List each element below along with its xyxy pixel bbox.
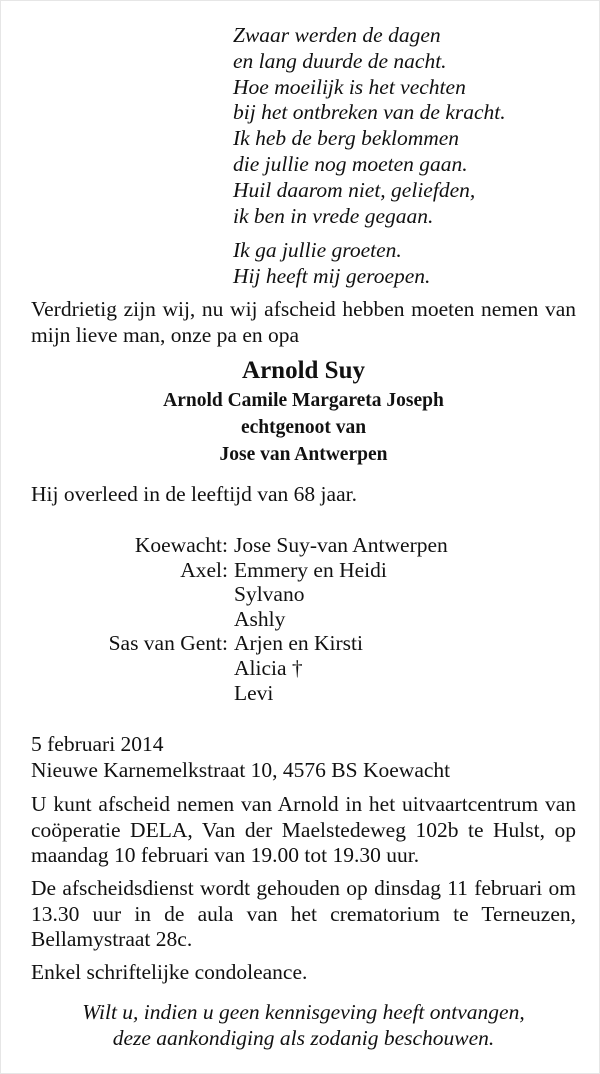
family-row	[31, 631, 576, 656]
family-row	[31, 656, 576, 681]
deceased-name: Arnold Suy	[242, 357, 365, 384]
family-place: Sas van Gent:	[108, 631, 228, 656]
family-place	[31, 607, 234, 632]
family-name: Alicia †	[234, 655, 303, 680]
poem-stanza-1	[233, 23, 573, 229]
deceased-full-name: Arnold Camile Margareta Joseph	[163, 390, 444, 411]
family-place: Axel:	[180, 557, 228, 582]
family-name: Arjen en Kirsti	[234, 631, 363, 656]
family-name: Jose Suy-van Antwerpen	[234, 533, 448, 557]
deceased-relation: echtgenoot van	[240, 417, 367, 438]
poem-line: bij het ontbreken van de kracht.	[233, 100, 506, 125]
intro-text: Verdrietig zijn wij, nu wij afscheid hebben moeten nemen van mijn lieve man, onze pa en opa	[31, 297, 576, 347]
age-line: Hij overleed in de leeftijd van 68 jaar.	[31, 482, 357, 506]
poem-line: en lang duurde de nacht.	[233, 48, 447, 73]
poem-line: Huil daarom niet, geliefden,	[233, 177, 476, 202]
condolence-text: Enkel schriftelijke condoleance.	[31, 960, 308, 984]
family-name: Levi	[234, 680, 274, 705]
family-place: Koewacht:	[134, 533, 228, 557]
family-place	[31, 681, 234, 706]
family-row	[31, 533, 576, 558]
family-list	[31, 533, 576, 705]
closing-note	[31, 999, 576, 1051]
family-place	[31, 656, 234, 681]
family-row	[31, 582, 576, 607]
family-place	[31, 582, 234, 607]
poem	[233, 23, 573, 299]
poem-line: ik ben in vrede gegaan.	[233, 203, 434, 228]
address-line: Nieuwe Karnemelkstraat 10, 4576 BS Koewacht	[31, 758, 451, 782]
poem-line: Hoe moeilijk is het vechten	[233, 74, 466, 99]
family-name: Emmery en Heidi	[234, 557, 387, 582]
family-row	[31, 607, 576, 632]
poem-line: Ik ga jullie groeten.	[233, 238, 402, 263]
poem-line: Zwaar werden de dagen	[233, 23, 441, 47]
family-row	[31, 681, 576, 706]
family-name: Sylvano	[234, 582, 305, 607]
closing-line: Wilt u, indien u geen kennisgeving heeft ontvangen,	[82, 1000, 525, 1024]
poem-line: die jullie nog moeten gaan.	[233, 151, 468, 176]
family-name: Ashly	[234, 606, 286, 631]
date-line: 5 februari 2014	[31, 732, 164, 756]
closing-line: deze aankondiging als zodanig beschouwen.	[112, 1026, 495, 1050]
deceased-block	[31, 355, 576, 468]
farewell-text: U kunt afscheid nemen van Arnold in het uitvaartcentrum van coöperatie DELA, Van der Maelstedeweg 102b te Hulst, op maandag 10 februari van 19.00 tot 19.30 uur.	[31, 792, 576, 868]
spouse-name: Jose van Antwerpen	[219, 444, 388, 465]
poem-line: Hij heeft mij geroepen.	[233, 264, 431, 289]
poem-line: Ik heb de berg beklommen	[233, 126, 460, 151]
service-text: De afscheidsdienst wordt gehouden op dinsdag 11 februari om 13.30 uur in de aula van het crematorium te Terneuzen, Bellamystraat 28c.	[31, 876, 576, 952]
family-row	[31, 558, 576, 583]
poem-stanza-2	[233, 238, 573, 290]
